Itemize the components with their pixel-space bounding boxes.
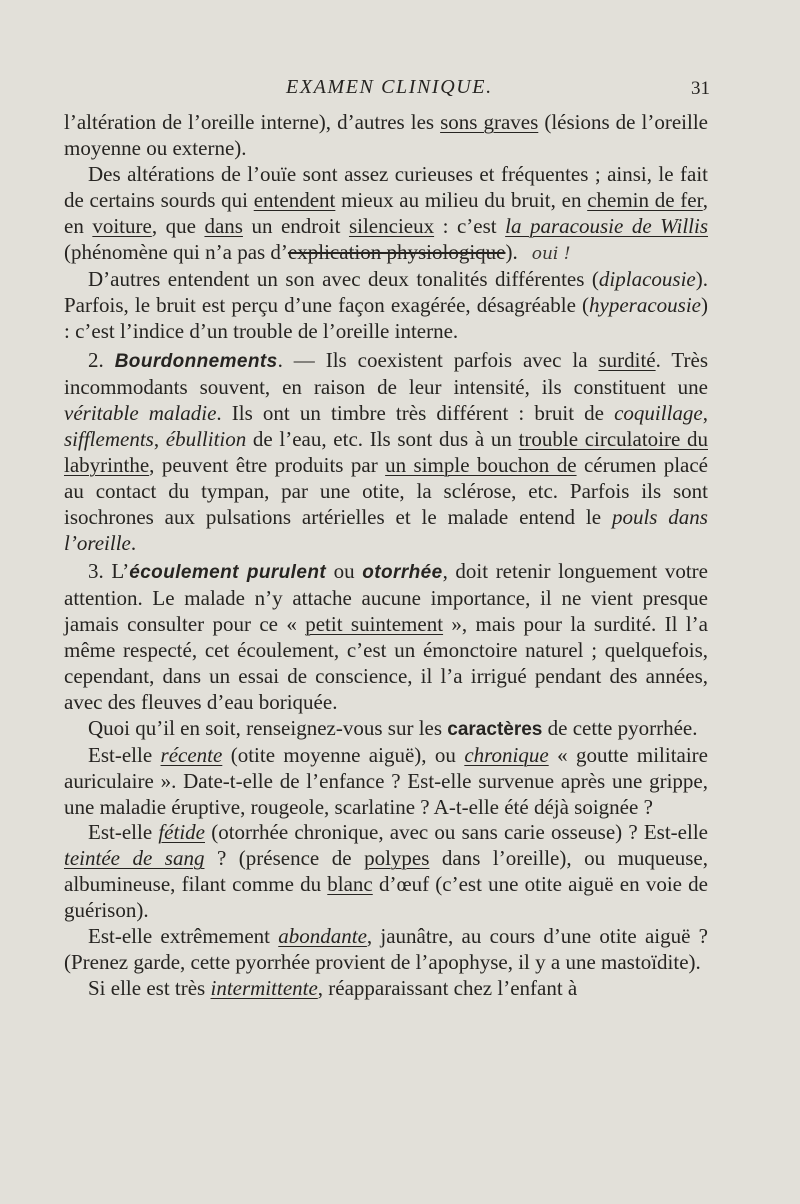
text-run: , réapparaissant chez l’enfant à <box>317 975 578 1000</box>
italic-term: abondante <box>278 924 367 949</box>
italic-term: teintée de sang <box>64 846 205 871</box>
text-run: , doit retenir longuement votre attention. Le malade n’y attache aucune importance, il ne vient presque jamais consulter pour ce « <box>64 559 708 637</box>
page-header <box>0 76 800 104</box>
text-run: , jaunâtre, au cours d’une otite aiguë ? (Prenez garde, cette pyorrhée provient de l’apophyse, il y a une mastoïdite). <box>64 924 708 974</box>
italic-term: hyperacousie <box>589 293 701 318</box>
text-run: . — Ils coexistent parfois avec la <box>277 348 599 373</box>
paragraph-5 <box>64 559 708 715</box>
text-run: , que <box>151 213 205 238</box>
text-run: ) : c’est l’indice d’un trouble de l’oreille interne. <box>64 293 708 344</box>
paragraph-3 <box>64 267 708 345</box>
struck-phrase: explication physiologique <box>287 239 506 264</box>
section-heading: Bourdonnements <box>114 351 278 373</box>
underlined-phrase: un simple bouchon de <box>385 452 577 477</box>
italic-term: coquillage <box>614 400 703 425</box>
paragraph-8 <box>64 820 708 924</box>
italic-term: pouls dans l’oreille <box>64 504 708 555</box>
underlined-phrase: entendent <box>253 187 336 212</box>
italic-term: véritable maladie <box>64 400 217 425</box>
text-run: D’autres entendent un son avec deux tonalités différentes ( <box>88 267 599 292</box>
paragraph-10 <box>64 976 708 1002</box>
text-run: (lésions de l’oreille moyenne ou externe). <box>64 110 709 160</box>
underlined-phrase: trouble circulatoire du labyrinthe <box>64 426 708 477</box>
page-number: 31 <box>691 78 710 99</box>
italic-term: la paracousie de Willis <box>505 213 709 238</box>
text-run: , peuvent être produits par <box>149 452 386 477</box>
text-run: Est-elle <box>88 820 159 845</box>
text-run: 3. L’ <box>88 559 130 584</box>
text-run: dans l’oreille), ou muqueuse, albumineuse, filant comme du <box>64 846 708 897</box>
italic-term: ébullition <box>165 426 247 451</box>
italic-term: fétide <box>158 820 205 845</box>
text-run: Des altérations de l’ouïe sont assez curieuses et fréquentes ; ainsi, le fait de certains sourds qui <box>64 161 708 212</box>
bold-term: caractères <box>447 718 543 740</box>
text-run: d’œuf (c’est une otite aiguë en voie de guérison). <box>64 872 708 923</box>
paragraph-9 <box>64 924 708 976</box>
underlined-phrase: chemin de fer <box>587 187 703 212</box>
italic-term: diplacousie <box>598 267 696 292</box>
text-run: Quoi qu’il en soit, renseignez-vous sur les <box>88 715 448 740</box>
text-run: (otite moyenne aiguë), ou <box>222 742 465 767</box>
text-run: . <box>130 530 137 555</box>
text-run: , <box>702 400 709 425</box>
text-run: , en <box>64 187 708 238</box>
section-heading: écoulement purulent <box>129 562 327 584</box>
text-run: (phénomène qui n’a pas d’ <box>64 239 288 264</box>
paragraph-1 <box>64 110 708 162</box>
paragraph-6 <box>64 716 708 743</box>
underlined-phrase: voiture <box>92 213 152 238</box>
text-run: Si elle est très <box>88 975 211 1000</box>
text-run: de l’eau, etc. Ils sont dus à un <box>246 426 519 451</box>
paragraph-7 <box>64 743 708 821</box>
underlined-phrase: sons graves <box>440 110 539 134</box>
text-run: Est-elle <box>88 742 161 767</box>
text-run: mieux au milieu du bruit, en <box>335 187 588 212</box>
text-run: . Ils ont un timbre très différent : bruit de <box>216 400 615 425</box>
italic-term: sifflements <box>64 426 154 451</box>
underlined-phrase: blanc <box>327 872 373 897</box>
italic-term: intermittente <box>210 975 318 1000</box>
text-run: un endroit <box>242 213 349 238</box>
text-run: ? (présence de <box>204 846 365 871</box>
paragraph-4 <box>64 348 708 556</box>
text-run: ). Parfois, le bruit est perçu d’une façon exagérée, désagréable ( <box>64 267 708 318</box>
paragraph-2 <box>64 162 708 268</box>
text-run: , <box>153 426 166 451</box>
text-run: ou <box>326 559 363 584</box>
text-run: : c’est <box>434 213 506 238</box>
text-run: l’altération de l’oreille interne), d’autres les <box>64 110 441 134</box>
underlined-phrase: surdité <box>598 348 656 373</box>
handwritten-note: oui ! <box>531 243 571 264</box>
text-run: . Très incommodants souvent, en raison de leur intensité, ils constituent une <box>64 348 708 400</box>
section-number: 2. <box>88 348 115 373</box>
text-run: (otorrhée chronique, avec ou sans carie osseuse) ? Est-elle <box>205 820 708 845</box>
text-run: ). <box>505 239 518 264</box>
italic-term: chronique <box>464 742 549 767</box>
italic-term: récente <box>160 742 223 767</box>
underlined-phrase: petit suintement <box>305 612 444 637</box>
underlined-phrase: silencieux <box>348 213 435 238</box>
running-title: EXAMEN CLINIQUE. <box>286 76 493 98</box>
text-run: « goutte militaire auriculaire ». Date-t-elle de l’enfance ? Est-elle survenue après une grippe, une maladie éruptive, rougeole, scarlatine ? A-t-elle été déjà soignée ? <box>64 742 708 819</box>
text-run: de cette pyorrhée. <box>542 715 698 740</box>
section-heading: otorrhée <box>362 562 443 584</box>
body-text <box>64 110 708 1002</box>
text-run: Est-elle extrêmement <box>88 924 279 949</box>
underlined-phrase: dans <box>204 213 243 238</box>
underlined-phrase: polypes <box>364 846 430 871</box>
text-run: cérumen placé au contact du tympan, par une otite, la sclérose, etc. Parfois ils sont isochrones aux pulsations artérielles et le malade entend le <box>64 452 709 529</box>
text-run: », mais pour la surdité. Il l’a même respecté, cet écoulement, c’est un émonctoire naturel ; quelquefois, cependant, dans un essai de conscience, il l’a irrigué pendant des années, avec des fleuves d’eau boriquée. <box>64 612 708 714</box>
